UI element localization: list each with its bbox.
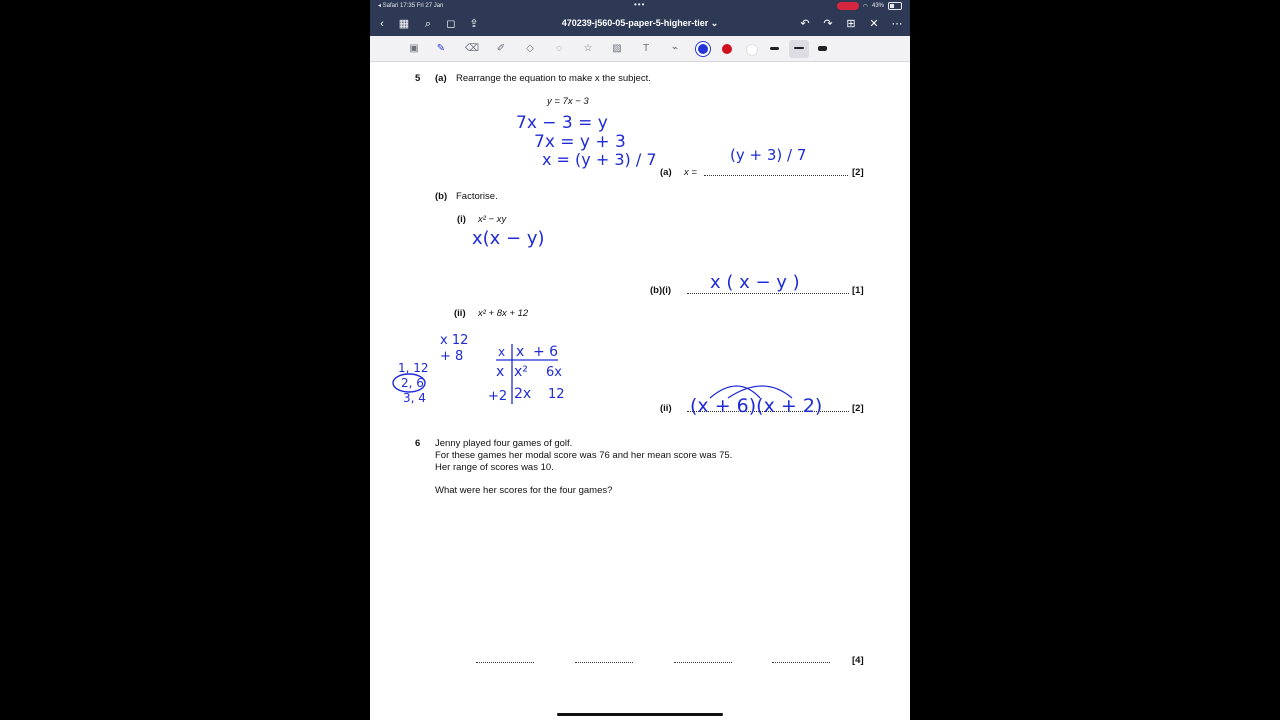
q5bi-marks: [1] [852, 285, 864, 296]
q5a-work-line-1: 7x − 3 = y [516, 113, 608, 133]
factor-pair-1: 1, 12 [398, 361, 429, 375]
q5bi-answer-ink [708, 268, 800, 296]
q5bii-working-ink [388, 330, 588, 410]
q5a-answer-prefix: x = [684, 167, 697, 178]
q5bii-expression: x² + 8x + 12 [478, 308, 529, 319]
wifi-icon: ◠ [862, 3, 868, 10]
grid-r1-2: 6x [546, 365, 562, 380]
pdf-page[interactable] [370, 62, 910, 720]
q5a-work-line-3: x = (y + 3) / 7 [542, 150, 657, 169]
grid-r1-1: x² [514, 364, 528, 380]
close-icon[interactable]: ✕ [869, 18, 879, 30]
battery-icon [888, 2, 902, 10]
q5bii-answer-label: (ii) [660, 403, 672, 414]
ipad-screen [370, 0, 910, 720]
q5bi-answer-hand: x ( x − y ) [710, 272, 800, 293]
factor-pair-3: 3, 4 [403, 391, 426, 405]
q5a-work-line-2: 7x = y + 3 [534, 132, 626, 152]
q5bii-work-times: x 12 [440, 333, 469, 348]
q5a-equation: y = 7x − 3 [547, 96, 589, 107]
stroke-medium-selected[interactable] [789, 40, 809, 58]
question-5-number: 5 [415, 73, 421, 84]
pen-tool-icon[interactable]: ✎ [436, 43, 446, 54]
grid-r2-1: 2x [514, 386, 532, 402]
bookmark-icon[interactable]: ◻ [446, 18, 456, 30]
grid-view-icon[interactable]: ▦ [398, 18, 410, 30]
undo-icon[interactable]: ↶ [800, 18, 810, 30]
q6-answer-line-4[interactable] [772, 662, 830, 663]
question-6-number: 6 [415, 438, 421, 449]
image-icon[interactable]: ▨ [612, 43, 622, 54]
multitask-dots[interactable]: ••• [634, 0, 646, 9]
q5bii-marks: [2] [852, 403, 864, 414]
q6-question: What were her scores for the four games? [435, 485, 613, 496]
lasso-icon[interactable]: ◌ [556, 43, 562, 54]
q5bi-label: (i) [457, 214, 466, 225]
document-toolbar [370, 12, 910, 36]
text-tool-icon[interactable]: T [642, 43, 650, 54]
q5bii-answer-ink [688, 374, 823, 422]
q5a-label: (a) [435, 73, 447, 84]
stroke-thin-option[interactable] [770, 47, 779, 50]
grid-top-2: + 6 [533, 344, 559, 360]
redo-icon[interactable]: ↷ [823, 18, 833, 30]
q6-line-3: Her range of scores was 10. [435, 462, 554, 473]
q5bii-answer-hand: (x + 6)(x + 2) [690, 395, 823, 417]
q5a-text: Rearrange the equation to make x the subject. [456, 73, 651, 84]
read-mode-icon[interactable]: ▣ [409, 43, 419, 54]
q5a-answer-ink [726, 144, 807, 178]
grid-top-0: x [498, 345, 506, 359]
q5bi-answer-label: (b)(i) [650, 285, 672, 296]
home-indicator[interactable] [557, 713, 723, 716]
highlighter-icon[interactable]: ✐ [496, 43, 506, 54]
q6-line-1: Jenny played four games of golf. [435, 438, 573, 449]
factor-pair-2: 2, 6 [401, 376, 424, 390]
add-page-icon[interactable]: ⊞ [846, 18, 856, 30]
grid-top-1: x [516, 344, 525, 360]
status-left: ◂ Safari 17:35 Fri 27 Jan [378, 3, 444, 9]
stickers-icon[interactable]: ☆ [583, 43, 593, 54]
q5a-working-ink [510, 110, 657, 185]
q5bii-work-plus: + 8 [440, 349, 464, 364]
eraser-icon[interactable]: ⌫ [465, 43, 480, 54]
status-bar [370, 0, 910, 12]
search-icon[interactable]: ⌕ [424, 18, 432, 30]
grid-r1-0: x [496, 364, 505, 380]
q5a-answer-label: (a) [660, 167, 672, 178]
q5bi-expression: x² − xy [478, 214, 507, 225]
stroke-thick-option[interactable] [818, 46, 827, 51]
q5a-answer-hand: (y + 3) / 7 [730, 146, 807, 164]
document-title[interactable]: 470239-j560-05-paper-5-higher-tier ⌄ [561, 18, 719, 28]
q6-marks: [4] [852, 655, 864, 666]
annotation-toolbar [370, 36, 910, 62]
q5b-text: Factorise. [456, 191, 498, 202]
q6-answer-line-1[interactable] [476, 662, 534, 663]
color-white-swatch[interactable] [746, 44, 758, 56]
q5bi-work-hand: x(x − y) [472, 228, 545, 249]
q5b-label: (b) [435, 191, 448, 202]
q5bii-label: (ii) [454, 308, 466, 319]
back-icon[interactable]: ‹ [380, 18, 384, 30]
q6-answer-line-2[interactable] [575, 662, 633, 663]
grid-r2-2: 12 [548, 387, 565, 402]
share-icon[interactable]: ⇪ [469, 18, 479, 30]
battery-percent: 43% [871, 3, 884, 9]
color-red-swatch[interactable] [722, 44, 732, 54]
stroke-medium-option[interactable] [794, 47, 804, 49]
recording-indicator-icon [837, 2, 859, 10]
more-icon[interactable]: ⋯ [891, 18, 903, 30]
color-blue-swatch[interactable] [698, 44, 708, 54]
status-right [837, 2, 902, 10]
q5bi-working-ink [470, 224, 560, 252]
laser-pointer-icon[interactable]: ⌁ [671, 43, 679, 54]
q6-answer-line-3[interactable] [674, 662, 732, 663]
q5a-marks: [2] [852, 167, 864, 178]
q6-line-2: For these games her modal score was 76 and her mean score was 75. [435, 450, 733, 461]
grid-r2-0: +2 [488, 389, 508, 404]
shapes-icon[interactable]: ◇ [526, 43, 534, 54]
